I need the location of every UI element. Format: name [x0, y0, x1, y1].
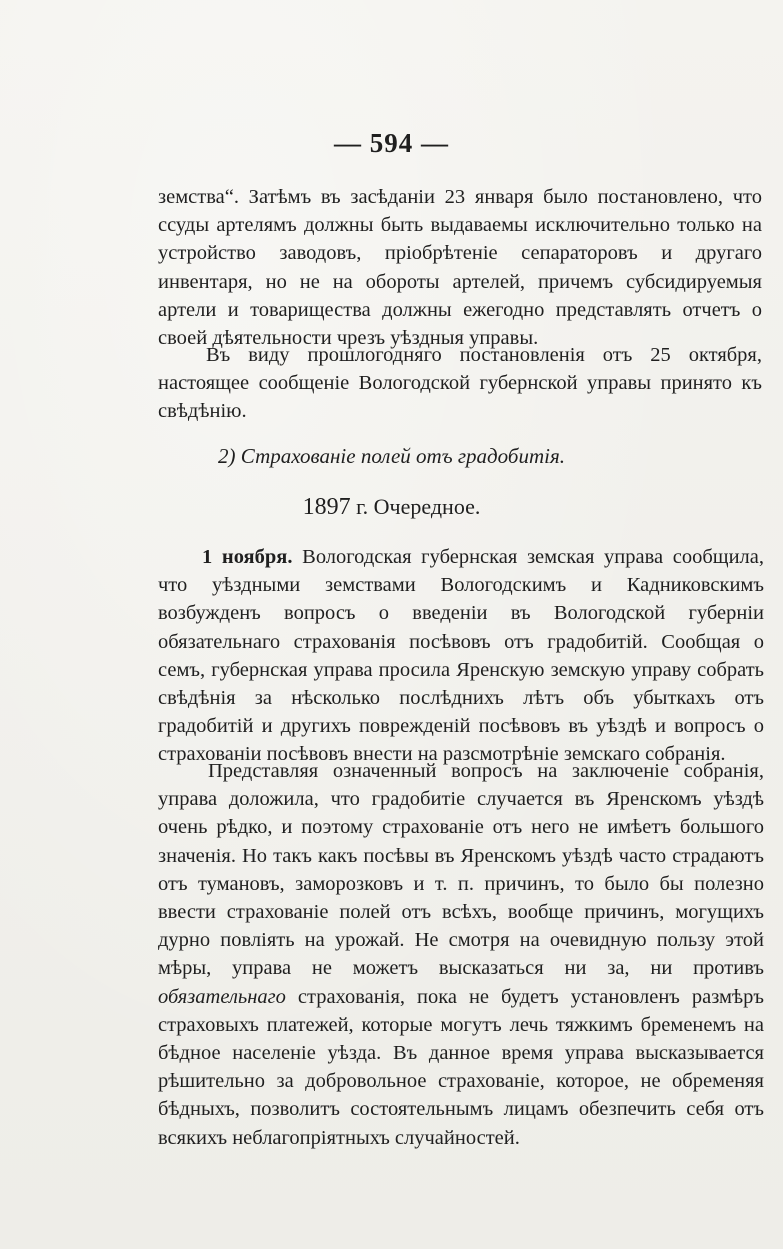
- paragraph-november-report-text: Вологодская губернская земская управа сообщила, что уѣздными земствами Вологодскимъ и Кадниковскимъ возбужденъ вопросъ о введеніи въ Вологодской губерніи обязательнаго страхованія посѣвовъ отъ градобитій. Сообщая о семъ, губернская управа просила Яренскую земскую управу собрать свѣдѣнія за нѣсколько послѣднихъ лѣтъ объ убыткахъ отъ градобитій и другихъ поврежденій посѣвовъ въ уѣздѣ и вопросъ о страхованіи посѣвовъ внести на разсмотрѣніе земскаго собранія.: [158, 546, 764, 766]
- paragraph-administration-text-b: страхованія, пока не будетъ установленъ размѣръ страховыхъ платежей, которые могутъ лечь тяжкимъ бременемъ на бѣдное населеніе уѣзда. Въ данное время управа высказывается рѣшительно за добровольное страхованіе, которое, не обременяя бѣдныхъ, позволитъ состоятельнымъ лицамъ обезпечить себя отъ всякихъ неблагопріятныхъ случайностей.: [158, 985, 765, 1149]
- year-heading: [0, 494, 783, 521]
- paragraph-zemstvo-text: земства“. Затѣмъ въ засѣданіи 23 января было постановлено, что ссуды артелямъ должны быть выдаваемы исключительно только на устройство заводовъ, пріобрѣтеніе сепараторовъ и другаго инвентаря, но не на обороты артелей, причемъ субсидируемыя артели и товарищества должны ежегодно представлять отчетъ о своей дѣятельности чрезъ уѣздныя управы.: [158, 186, 762, 350]
- paragraph-previous-resolution-text: Въ виду прошлогодняго постановленія отъ 25 октября, настоящее сообщеніе Вологодской губернской управы принято къ свѣдѣнію.: [158, 344, 762, 423]
- section-heading: 2) Страхованіе полей отъ градобитія.: [218, 444, 565, 468]
- paragraph-administration-italic: обязательнаго: [158, 985, 286, 1008]
- paragraph-date: 1 ноября.: [202, 546, 293, 568]
- year-suffix: г. Очередное.: [356, 494, 481, 519]
- paragraph-administration-text-a: Представляя означенный вопросъ на заключеніе собранія, управа доложила, что градобитіе случается въ Яренскомъ уѣздѣ очень рѣдко, и поэтому страхованіе отъ него не имѣетъ большого значенія. Но такъ какъ посѣвы въ Яренскомъ уѣздѣ часто страдаютъ отъ тумановъ, заморозковъ и т. п. причинъ, то было бы полезно ввести страхованіе полей отъ всѣхъ, вообще причинъ, могущихъ дурно повліять на урожай. Не смотря на очевидную пользу этой мѣры, управа не можетъ высказаться ни за, ни противъ: [158, 760, 764, 980]
- year-value: 1897: [302, 494, 351, 520]
- page-number: — 594 —: [334, 128, 449, 158]
- paragraph-previous-resolution: [158, 341, 762, 426]
- paragraph-administration-report: [158, 757, 764, 1152]
- paragraph-november-report: [158, 543, 764, 769]
- paragraph-zemstvo: [158, 183, 762, 352]
